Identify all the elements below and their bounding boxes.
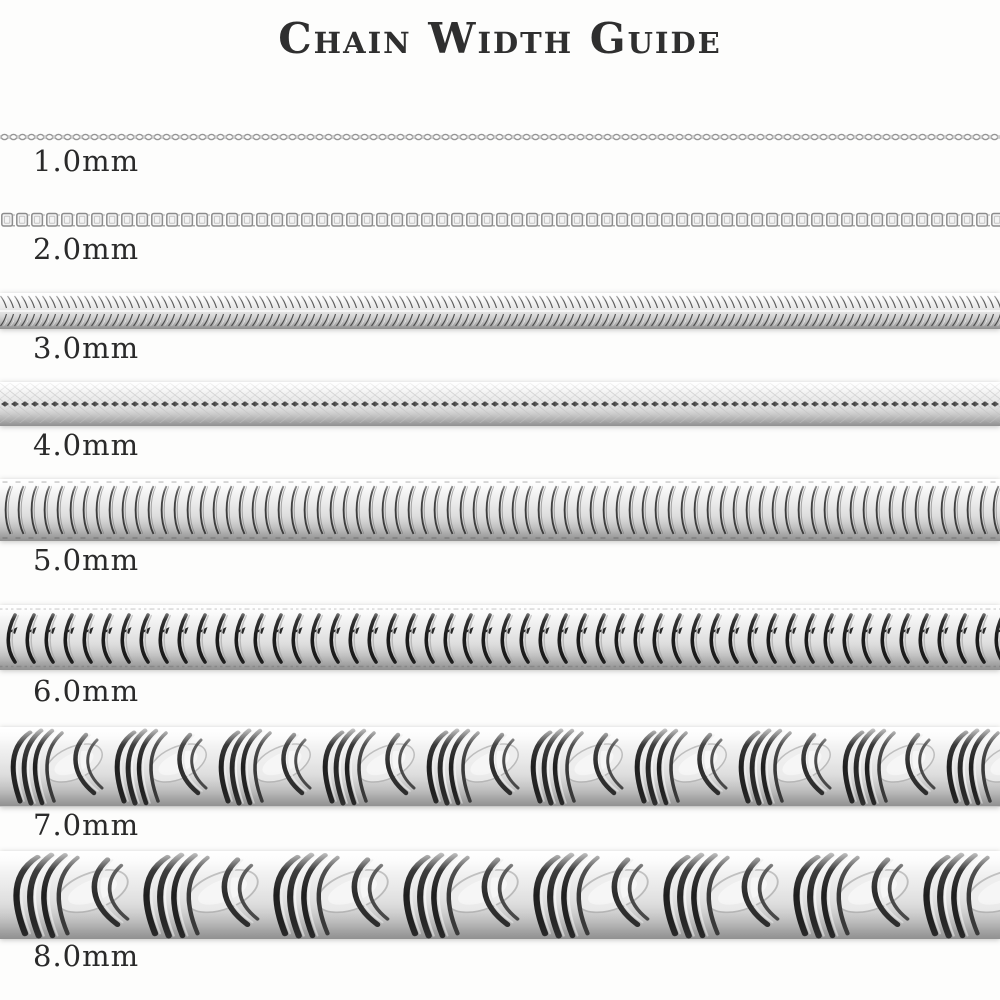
size-label: 3.0mm bbox=[33, 331, 140, 365]
size-row-7mm bbox=[0, 727, 1000, 842]
size-label: 8.0mm bbox=[33, 939, 140, 973]
size-row-1mm bbox=[0, 131, 1000, 178]
chain-photo-snake-5mm bbox=[0, 479, 1000, 541]
chain-photo-snake-4mm bbox=[0, 382, 1000, 426]
chain-photo-rope-7mm bbox=[0, 727, 1000, 807]
size-label: 7.0mm bbox=[33, 808, 140, 842]
size-row-2mm bbox=[0, 210, 1000, 266]
size-label: 4.0mm bbox=[33, 428, 140, 462]
size-label: 1.0mm bbox=[33, 144, 140, 178]
page-title: Chain Width Guide bbox=[278, 14, 722, 63]
chain-photo-snake-6mm bbox=[0, 605, 1000, 670]
size-label: 2.0mm bbox=[33, 232, 140, 266]
chain-photo-cable-1mm bbox=[0, 131, 1000, 143]
chain-photo-snake-3mm bbox=[0, 293, 1000, 329]
size-row-6mm bbox=[0, 605, 1000, 708]
size-row-5mm bbox=[0, 479, 1000, 577]
size-label: 5.0mm bbox=[33, 543, 140, 577]
chain-photo-box-2mm bbox=[0, 210, 1000, 230]
chain-photo-rope-8mm bbox=[0, 851, 1000, 939]
size-row-3mm bbox=[0, 293, 1000, 365]
size-row-8mm bbox=[0, 851, 1000, 973]
size-label: 6.0mm bbox=[33, 674, 140, 708]
size-row-4mm bbox=[0, 382, 1000, 462]
